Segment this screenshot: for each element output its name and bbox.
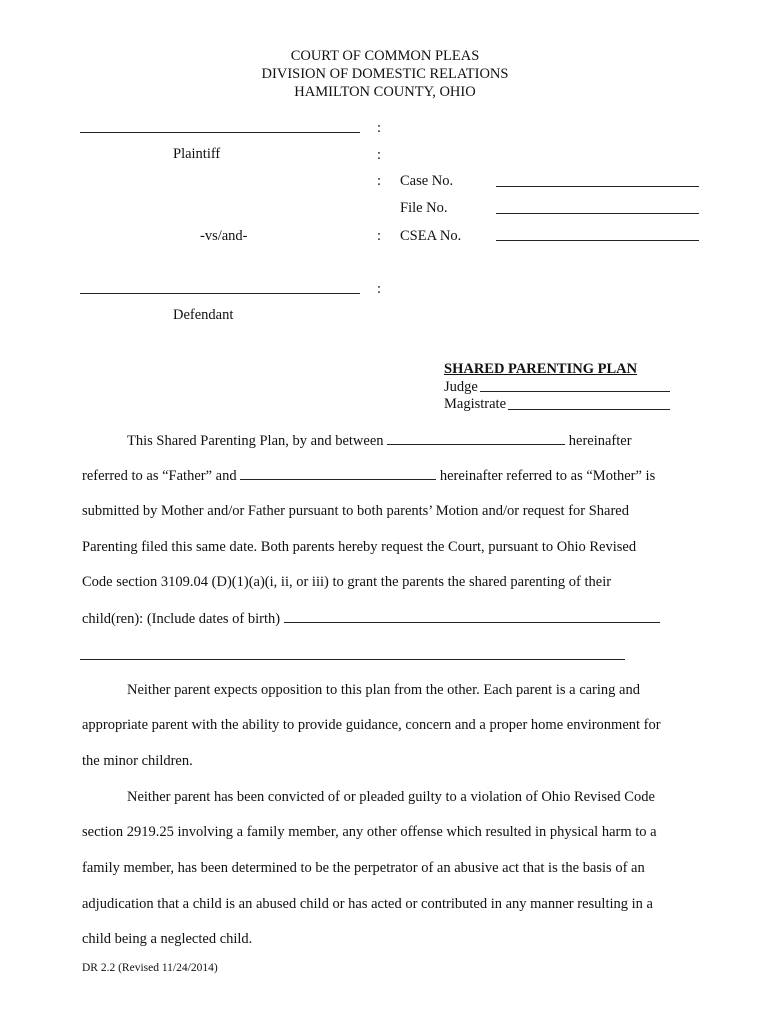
children-dob-field[interactable]: [284, 611, 660, 623]
paragraph-text: hereinafter: [568, 433, 632, 449]
paragraph-line: family member, has been determined to be the perpetrator of an abusive act that is the basis of an: [82, 860, 645, 876]
vs-label: -vs/and-: [200, 228, 248, 244]
paragraph-line: Parenting filed this same date. Both parents hereby request the Court, pursuant to Ohio Revised: [82, 539, 637, 555]
court-name: COURT OF COMMON PLEAS: [290, 48, 480, 64]
paragraph-line: [82, 611, 660, 627]
paragraph-line: adjudication that a child is an abused child or has acted or contributed in any manner resulting in a: [82, 896, 653, 912]
paragraph-line: the minor children.: [82, 753, 193, 769]
case-no-label: Case No.: [400, 173, 454, 189]
paragraph-text: This Shared Parenting Plan, by and between: [127, 433, 384, 449]
caption-colon: :: [377, 147, 382, 163]
paragraph-line: child being a neglected child.: [82, 931, 253, 947]
judge-label: Judge: [444, 379, 478, 395]
csea-no-field[interactable]: [496, 240, 699, 241]
father-name-field[interactable]: [387, 433, 565, 445]
csea-no-label: CSEA No.: [400, 228, 462, 244]
paragraph-line: Neither parent has been convicted of or pleaded guilty to a violation of Ohio Revised Code: [127, 789, 655, 805]
caption-colon: :: [377, 228, 382, 244]
plan-title: SHARED PARENTING PLAN: [444, 361, 638, 377]
paragraph-text: hereinafter referred to as “Mother” is: [439, 468, 656, 484]
caption-colon: :: [377, 281, 382, 297]
caption-colon: :: [377, 173, 382, 189]
plaintiff-name-field[interactable]: [80, 132, 360, 133]
paragraph-line: submitted by Mother and/or Father pursuant to both parents’ Motion and/or request for Shared: [82, 503, 629, 519]
children-dob-field-continued[interactable]: [80, 659, 625, 660]
paragraph-line: appropriate parent with the ability to provide guidance, concern and a proper home environment for: [82, 717, 661, 733]
magistrate-label: Magistrate: [444, 396, 507, 412]
court-division: DIVISION OF DOMESTIC RELATIONS: [261, 66, 509, 82]
paragraph-text: child(ren): (Include dates of birth): [82, 611, 281, 627]
paragraph-line: Neither parent expects opposition to this plan from the other. Each parent is a caring and: [127, 682, 640, 698]
file-no-field[interactable]: [496, 213, 699, 214]
defendant-name-field[interactable]: [80, 293, 360, 294]
paragraph-text: referred to as “Father” and: [82, 468, 237, 484]
paragraph-line: [82, 468, 655, 484]
court-county: HAMILTON COUNTY, OHIO: [294, 84, 476, 100]
mother-name-field[interactable]: [240, 468, 436, 480]
paragraph-line: [127, 433, 632, 449]
judge-field[interactable]: [480, 391, 670, 392]
caption-colon: :: [377, 120, 382, 136]
paragraph-line: Code section 3109.04 (D)(1)(a)(i, ii, or iii) to grant the parents the shared parenting of their: [82, 574, 612, 590]
plaintiff-label: Plaintiff: [173, 146, 221, 162]
defendant-label: Defendant: [173, 307, 234, 323]
file-no-label: File No.: [400, 200, 448, 216]
paragraph-line: section 2919.25 involving a family member, any other offense which resulted in physical harm to a: [82, 824, 657, 840]
form-revision-id: DR 2.2 (Revised 11/24/2014): [82, 962, 218, 974]
case-no-field[interactable]: [496, 186, 699, 187]
magistrate-field[interactable]: [508, 409, 670, 410]
